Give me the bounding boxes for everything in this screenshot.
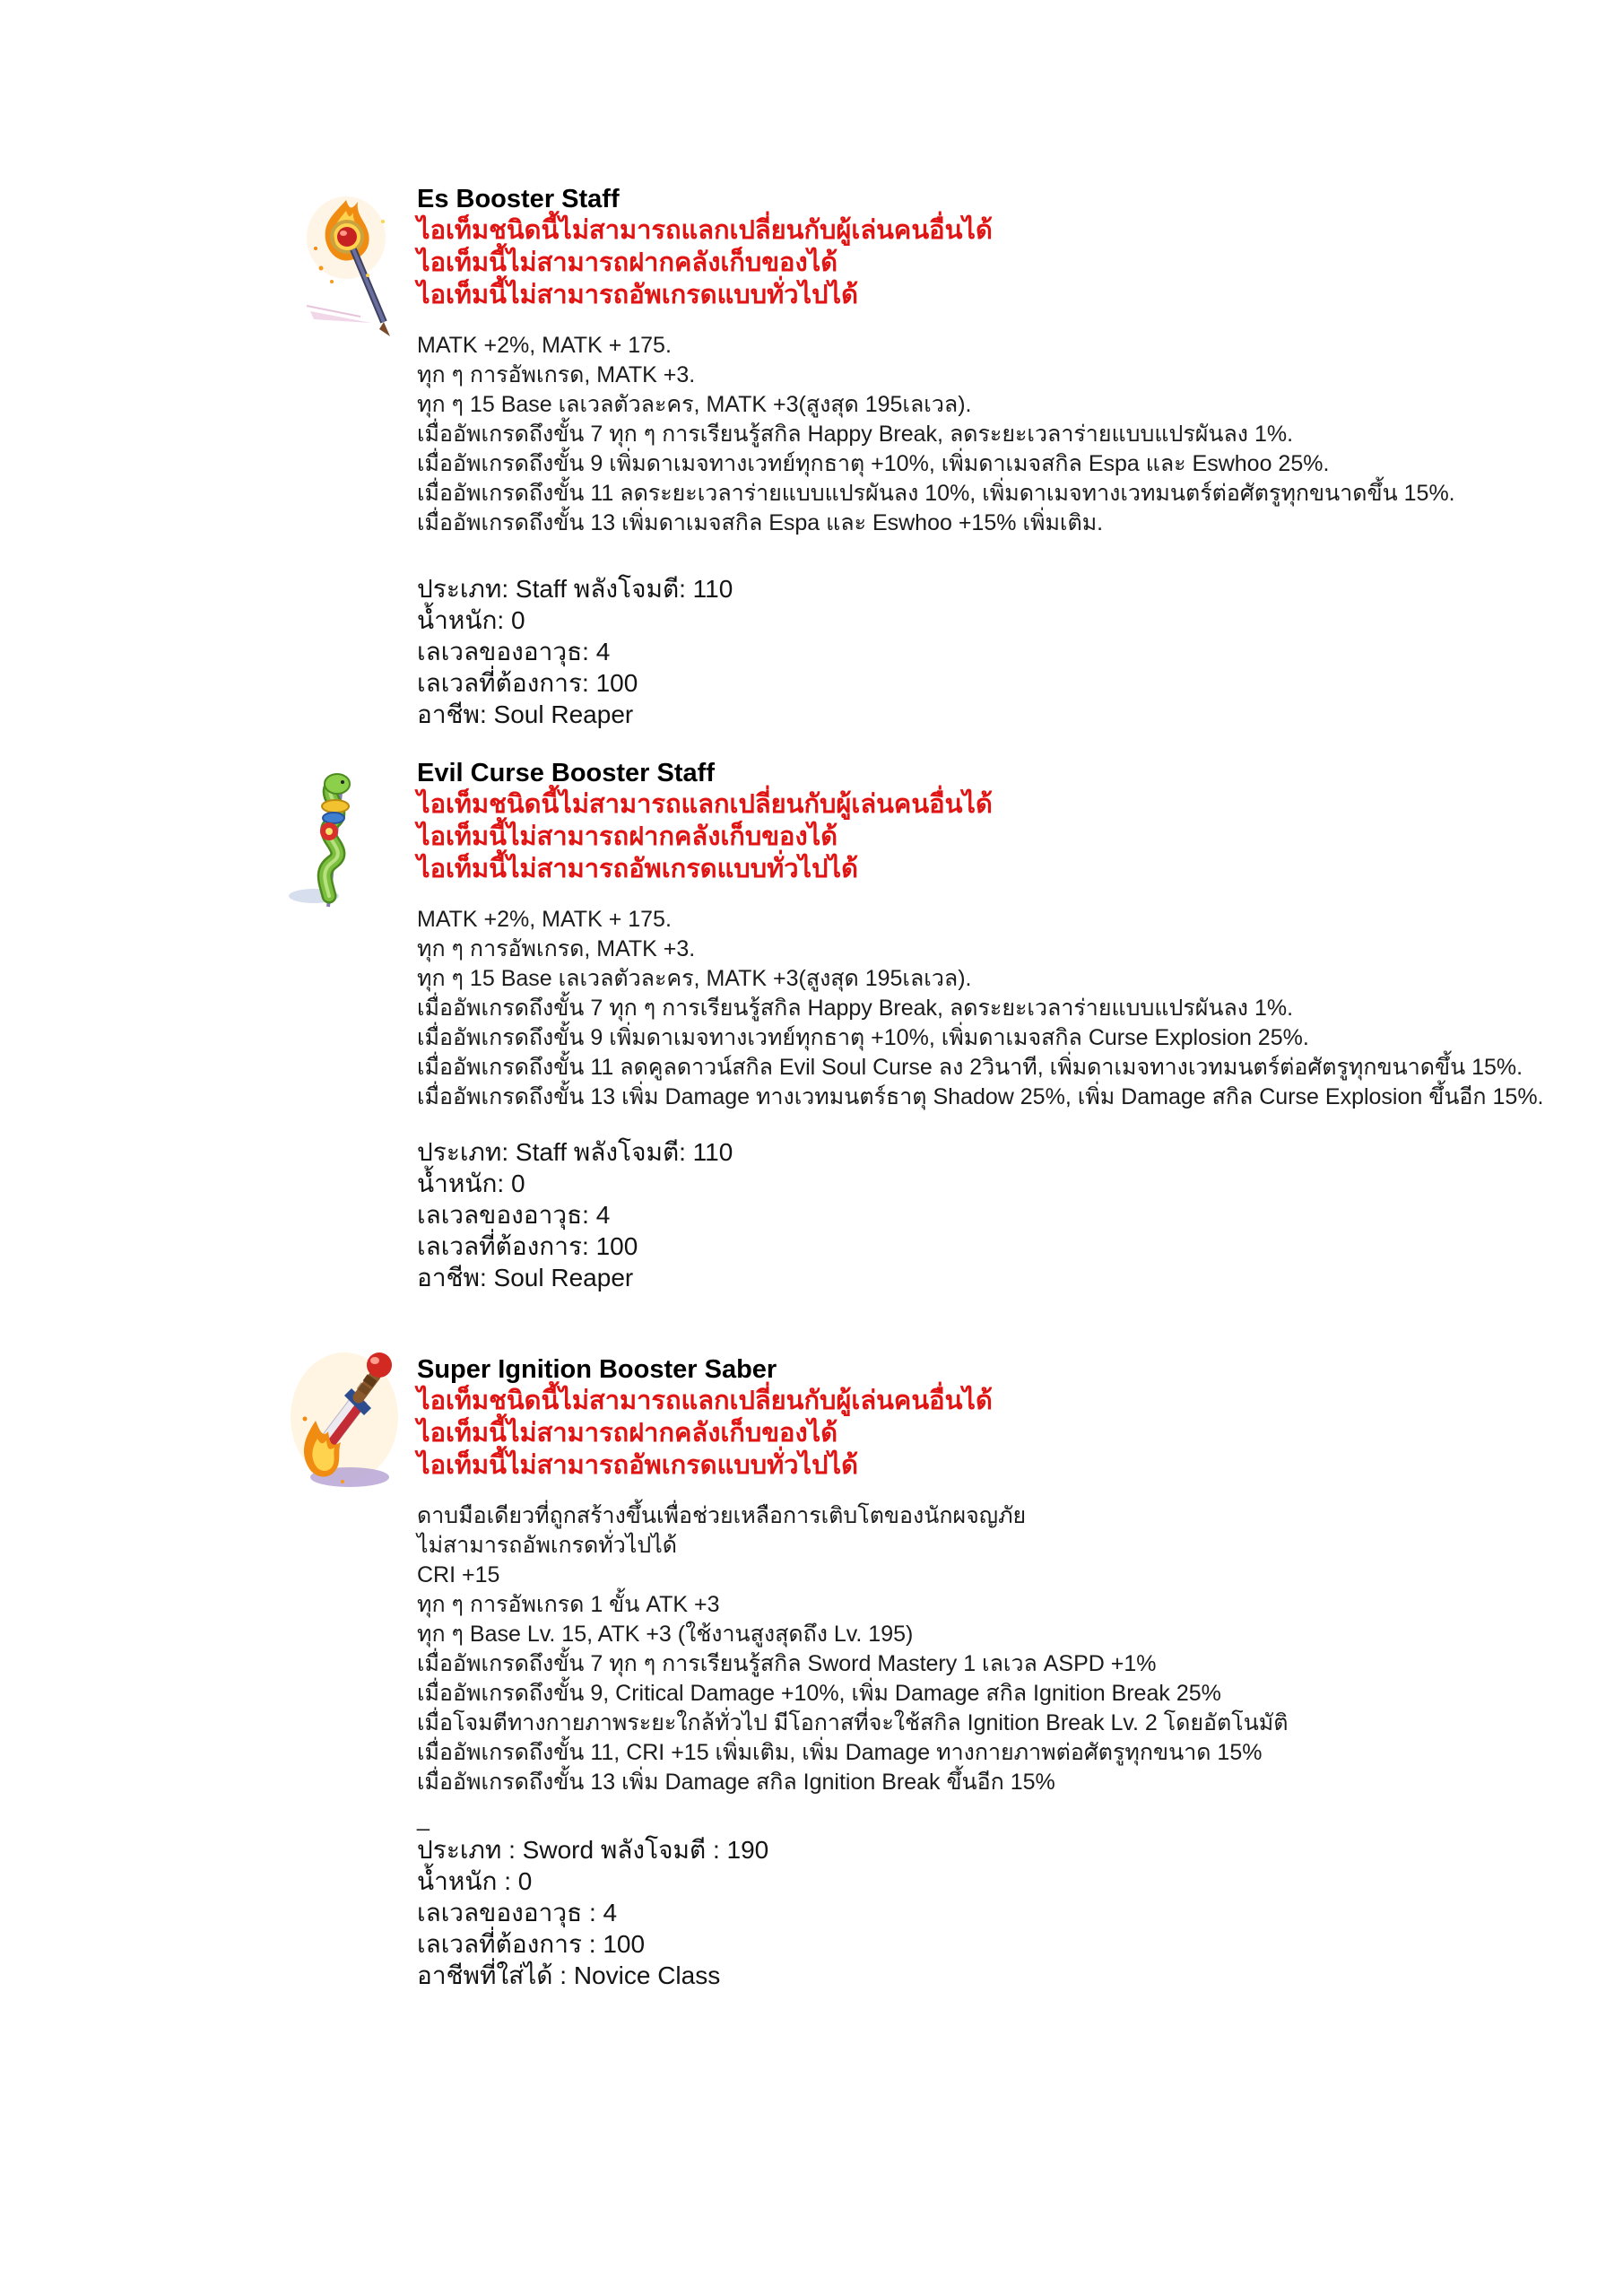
item-stat-line: เมื่ออัพเกรดถึงขั้น 7 ทุก ๆ การเรียนรู้สกิล Happy Break, ลดระยะเวลาร่ายแบบแปรผันลง 1%. (417, 422, 1294, 447)
item-stat-line: ทุก ๆ การอัพเกรด, MATK +3. (417, 362, 696, 387)
evil-curse-booster-staff-icon (285, 770, 388, 909)
item-stat-line: เมื่ออัพเกรดถึงขั้น 7 ทุก ๆ การเรียนรู้สกิล Happy Break, ลดระยะเวลาร่ายแบบแปรผันลง 1%. (417, 996, 1294, 1021)
item-stat-line: เมื่ออัพเกรดถึงขั้น 9, Critical Damage +10%, เพิ่ม Damage สกิล Ignition Break 25% (417, 1681, 1221, 1706)
item-stat-line: เมื่ออัพเกรดถึงขั้น 11 ลดระยะเวลาร่ายแบบแปรผันลง 10%, เพิ่มดาเมจทางเวทมนตร์ต่อศัตรูทุกขนาดขึ้น 15%. (417, 481, 1455, 506)
item-stat-line: เมื่ออัพเกรดถึงขั้น 11 ลดคูลดาวน์สกิล Evil Soul Curse ลง 2วินาที, เพิ่มดาเมจทางเวทมนตร์ต่อศัตรูทุกขนาดขึ้น 15%. (417, 1055, 1523, 1080)
item-info-line: เลเวลของอาวุธ: 4 (417, 1201, 611, 1229)
item-info-line: น้ำหนัก : 0 (417, 1867, 533, 1895)
item-info-line: เลเวลที่ต้องการ: 100 (417, 669, 638, 697)
item-restrictions (417, 1385, 1569, 1482)
item-stat-line: MATK +2%, MATK + 175. (417, 333, 672, 358)
item-info (417, 1834, 1569, 1991)
item-stat-line: ไม่สามารถอัพเกรดทั่วไปได้ (417, 1533, 678, 1558)
item-stat-line: ทุก ๆ 15 Base เลเวลตัวละคร, MATK +3(สูงสุด 195เลเวล). (417, 392, 972, 417)
item-stat-line: MATK +2%, MATK + 175. (417, 907, 672, 932)
item-info-line: อาชีพที่ใส่ได้ : Novice Class (417, 1961, 721, 1989)
item-section-super-ignition-booster-saber (0, 1354, 1623, 1991)
item-restriction-line: ไอเท็มนี้ไม่สามารถอัพเกรดแบบทั่วไปได้ (417, 1451, 858, 1480)
separator-line: _ (417, 1806, 430, 1831)
item-restrictions (417, 788, 1569, 885)
item-info-line: ประเภท: Staff พลังโจมตี: 110 (417, 575, 733, 603)
item-stat-line: เมื่ออัพเกรดถึงขั้น 11, CRI +15 เพิ่มเติม, เพิ่ม Damage ทางกายภาพต่อศัตรูทุกขนาด 15% (417, 1740, 1263, 1765)
item-restriction-line: ไอเท็มนี้ไม่สามารถอัพเกรดแบบทั่วไปได้ (417, 281, 858, 309)
item-title: Super Ignition Booster Saber (417, 1355, 777, 1384)
item-restriction-line: ไอเท็มนี้ไม่สามารถฝากคลังเก็บของได้ (417, 248, 838, 277)
item-stat-line: เมื่ออัพเกรดถึงขั้น 9 เพิ่มดาเมจทางเวทย์ทุกธาตุ +10%, เพิ่มดาเมจสกิล Espa และ Eswhoo 25%. (417, 451, 1330, 476)
es-booster-staff-icon (305, 195, 411, 345)
item-info-line: อาชีพ: Soul Reaper (417, 1264, 634, 1292)
item-stat-line: เมื่อโจมตีทางกายภาพระยะใกล้ทั่วไป มีโอกาสที่จะใช้สกิล Ignition Break Lv. 2 โดยอัตโนมัติ (417, 1710, 1289, 1735)
item-info (417, 1136, 1569, 1293)
item-info-line: น้ำหนัก: 0 (417, 606, 525, 634)
item-restriction-line: ไอเท็มนี้ไม่สามารถฝากคลังเก็บของได้ (417, 822, 838, 851)
item-stat-line: ทุก ๆ Base Lv. 15, ATK +3 (ใช้งานสูงสุดถึง Lv. 195) (417, 1622, 914, 1647)
item-info-line: เลเวลของอาวุธ : 4 (417, 1899, 618, 1926)
item-stat-line: เมื่ออัพเกรดถึงขั้น 7 ทุก ๆ การเรียนรู้สกิล Sword Mastery 1 เลเวล ASPD +1% (417, 1651, 1157, 1676)
item-restrictions (417, 214, 1569, 311)
item-stat-line: เมื่ออัพเกรดถึงขั้น 13 เพิ่ม Damage ทางเวทมนตร์ธาตุ Shadow 25%, เพิ่ม Damage สกิล Curse Explosion ขึ้นอีก 15%. (417, 1084, 1544, 1109)
item-restriction-line: ไอเท็มชนิดนี้ไม่สามารถแลกเปลี่ยนกับผู้เล่นคนอื่นได้ (417, 1387, 993, 1415)
item-stats (417, 1501, 1569, 1797)
item-stat-line: เมื่ออัพเกรดถึงขั้น 13 เพิ่ม Damage สกิล Ignition Break ขึ้นอีก 15% (417, 1770, 1055, 1795)
item-stat-line: CRI +15 (417, 1562, 500, 1587)
item-info-line: อาชีพ: Soul Reaper (417, 700, 634, 728)
item-section-evil-curse-booster-staff (0, 758, 1623, 1293)
item-restriction-line: ไอเท็มชนิดนี้ไม่สามารถแลกเปลี่ยนกับผู้เล่นคนอื่นได้ (417, 790, 993, 819)
item-stats (417, 331, 1569, 538)
item-info-line: เลเวลของอาวุธ: 4 (417, 638, 611, 665)
item-stat-line: ดาบมือเดียวที่ถูกสร้างขึ้นเพื่อช่วยเหลือการเติบโตของนักผจญภัย (417, 1503, 1027, 1528)
item-info-line: น้ำหนัก: 0 (417, 1170, 525, 1197)
item-info-line: เลเวลที่ต้องการ: 100 (417, 1232, 638, 1260)
super-ignition-booster-saber-icon (289, 1338, 412, 1498)
item-stat-line: ทุก ๆ 15 Base เลเวลตัวละคร, MATK +3(สูงสุด 195เลเวล). (417, 966, 972, 991)
item-info (417, 573, 1569, 730)
item-restriction-line: ไอเท็มชนิดนี้ไม่สามารถแลกเปลี่ยนกับผู้เล่นคนอื่นได้ (417, 216, 993, 245)
item-info-line: ประเภท: Staff พลังโจมตี: 110 (417, 1138, 733, 1166)
item-title: Es Booster Staff (417, 185, 620, 213)
item-stat-line: ทุก ๆ การอัพเกรด 1 ขั้น ATK +3 (417, 1592, 720, 1617)
item-title: Evil Curse Booster Staff (417, 759, 715, 787)
item-info-line: เลเวลที่ต้องการ : 100 (417, 1930, 646, 1958)
item-stat-line: ทุก ๆ การอัพเกรด, MATK +3. (417, 936, 696, 961)
item-stats (417, 905, 1569, 1112)
item-stat-line: เมื่ออัพเกรดถึงขั้น 9 เพิ่มดาเมจทางเวทย์ทุกธาตุ +10%, เพิ่มดาเมจสกิล Curse Explosion 25%. (417, 1025, 1309, 1050)
item-stat-line: เมื่ออัพเกรดถึงขั้น 13 เพิ่มดาเมจสกิล Espa และ Eswhoo +15% เพิ่มเติม. (417, 510, 1104, 535)
item-restriction-line: ไอเท็มนี้ไม่สามารถอัพเกรดแบบทั่วไปได้ (417, 855, 858, 883)
item-info-line: ประเภท : Sword พลังโจมตี : 190 (417, 1836, 769, 1864)
item-section-es-booster-staff (0, 184, 1623, 730)
item-restriction-line: ไอเท็มนี้ไม่สามารถฝากคลังเก็บของได้ (417, 1419, 838, 1448)
